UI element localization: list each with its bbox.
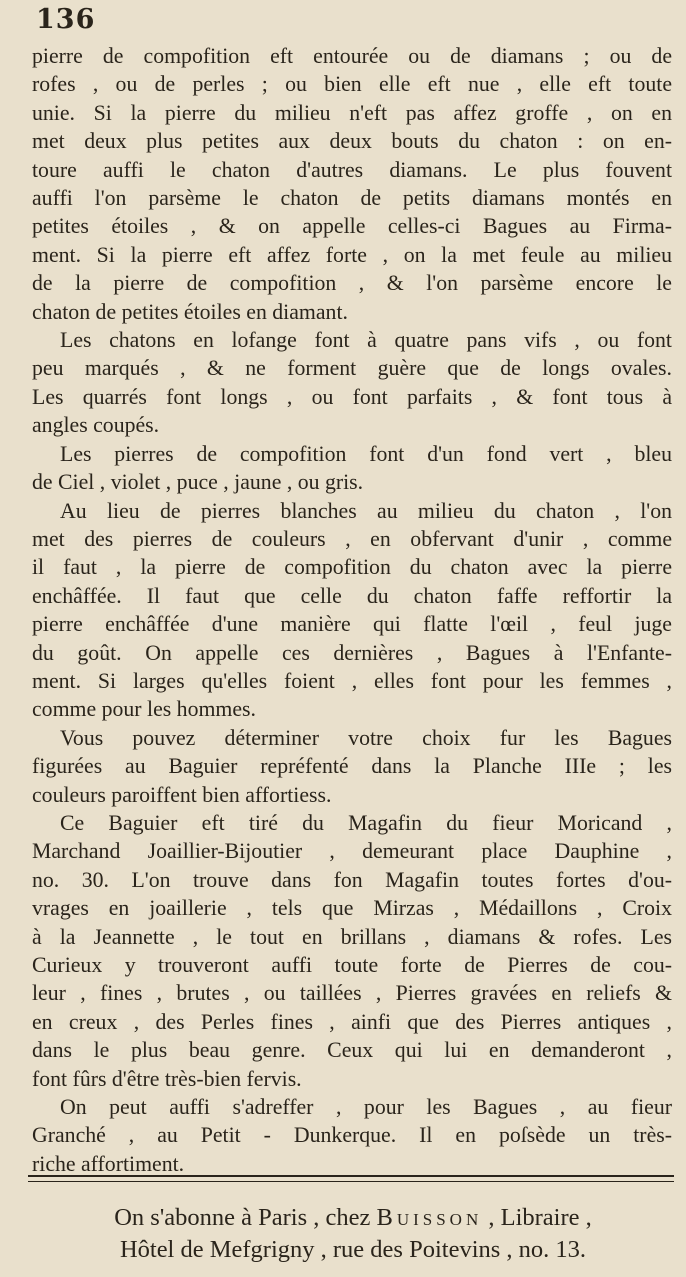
text-line: Vous pouvez déterminer votre choix fur les Bagues — [60, 725, 672, 750]
text-line: peu marqués , & ne forment guère que de longs ovales. — [32, 356, 672, 381]
publisher-imprint — [30, 1202, 676, 1266]
text-line: Marchand Joaillier-Bijoutier , demeurant place Dauphine , — [32, 839, 672, 864]
imprint-text-after: , Libraire , — [482, 1204, 592, 1231]
text-line: Les chatons en lofange font à quatre pans vifs , ou font — [60, 328, 672, 353]
text-line: en creux , des Perles fines , ainfi que des Pierres antiques , — [32, 1009, 672, 1034]
text-line: auffi l'on parsème le chaton de petits diamans montés en — [32, 186, 672, 211]
text-line: leur , fines , brutes , ou taillées , Pierres gravées en reliefs & — [32, 981, 672, 1006]
text-line: pierre de compofition eft entourée ou de diamans ; ou de — [32, 44, 672, 68]
text-line: de la pierre de compofition , & l'on parsème encore le — [32, 271, 672, 296]
imprint-line-1 — [30, 1202, 676, 1234]
text-line: unie. Si la pierre du milieu n'eft pas affez groffe , on en — [32, 100, 672, 125]
text-line: Les quarrés font longs , ou font parfaits , & font tous à — [32, 384, 672, 409]
text-line: met deux plus petites aux deux bouts du chaton : on en- — [32, 129, 672, 154]
footer-rule-thick — [28, 1175, 674, 1177]
text-line: On peut auffi s'adreffer , pour les Bagues , au fieur — [60, 1095, 672, 1120]
text-line: couleurs paroiffent bien affortiess. — [32, 782, 332, 807]
text-line: angles coupés. — [32, 413, 160, 438]
text-line: Au lieu de pierres blanches au milieu du chaton , l'on — [60, 498, 672, 523]
text-line: comme pour les hommes. — [32, 697, 256, 722]
imprint-line-2: Hôtel de Mefgrigny , rue des Poitevins , no. 13. — [119, 1236, 587, 1263]
text-line: Ce Baguier eft tiré du Magafin du fieur Moricand , — [60, 810, 672, 835]
imprint-text-before: On s'abonne à Paris , chez — [114, 1204, 377, 1231]
text-line: rofes , ou de perles ; ou bien elle eft nue , elle eft toute — [32, 72, 672, 97]
text-line: chaton de petites étoiles en diamant. — [32, 299, 348, 324]
text-line: petites étoiles , & on appelle celles-ci Bagues au Firma- — [32, 214, 672, 239]
text-line: Les pierres de compofition font d'un fond vert , bleu — [60, 441, 672, 466]
text-line: il faut , la pierre de compofition du chaton avec la pierre — [32, 555, 672, 580]
text-line: du goût. On appelle ces dernières , Bagues à l'Enfante- — [32, 640, 672, 665]
text-line: pierre enchâffée d'une manière qui flatte l'œil , feul juge — [32, 612, 672, 637]
footer-rule-thin — [28, 1181, 674, 1182]
text-line: vrages en joaillerie , tels que Mirzas , Médaillons , Croix — [32, 896, 672, 921]
text-line: riche affortiment. — [32, 1151, 185, 1176]
text-line: figurées au Baguier repréfenté dans la Planche IIIe ; les — [32, 754, 672, 779]
publisher-name: Buisson — [376, 1204, 483, 1231]
text-line: ment. Si la pierre eft affez forte , on la met feule au milieu — [32, 242, 672, 267]
text-line: enchâffée. Il faut que celle du chaton faffe reffortir la — [32, 583, 672, 608]
text-line: Granché , au Petit - Dunkerque. Il en poſsède un très- — [32, 1123, 672, 1148]
text-line: de Ciel , violet , puce , jaune , ou gris. — [32, 470, 364, 495]
text-line: met des pierres de couleurs , en obfervant d'unir , comme — [32, 526, 672, 551]
text-line: ment. Si larges qu'elles foient , elles font pour les femmes , — [32, 668, 672, 693]
text-line: toure auffi le chaton d'autres diamans. Le plus fouvent — [32, 157, 672, 182]
text-line: no. 30. L'on trouve dans fon Magafin toutes fortes d'ou- — [32, 867, 672, 892]
text-line: Curieux y trouveront auffi toute forte de Pierres de cou- — [32, 953, 672, 977]
text-line: font fûrs d'être très-bien fervis. — [32, 1066, 302, 1091]
text-line: à la Jeannette , le tout en brillans , diamans & rofes. Les — [32, 924, 672, 949]
body-text — [32, 42, 672, 1178]
page-number: 136 — [36, 4, 96, 35]
text-line: dans le plus beau genre. Ceux qui lui en demanderont , — [32, 1038, 672, 1063]
